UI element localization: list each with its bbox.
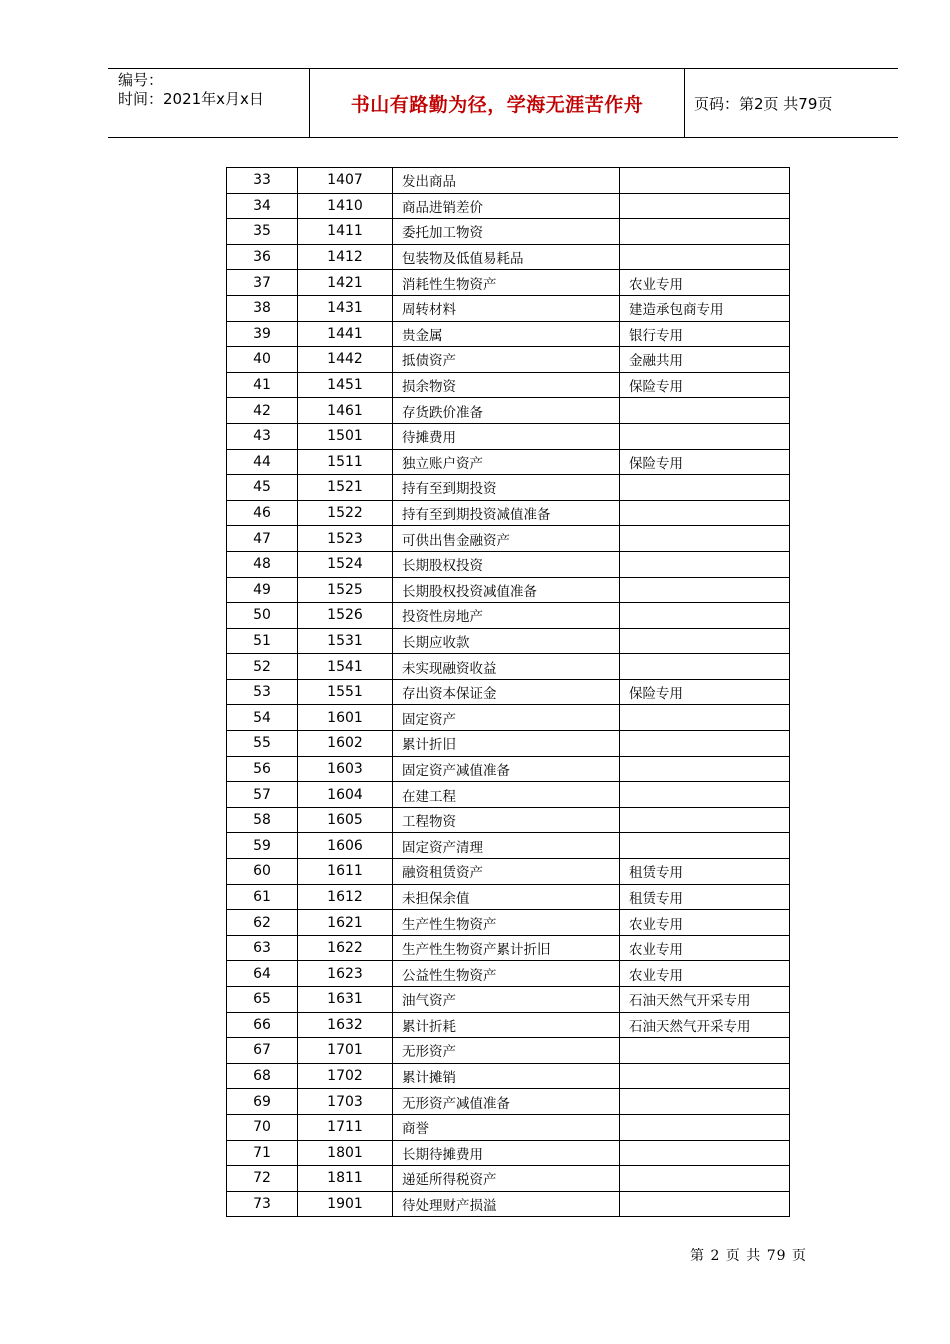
- account-code-cell: 1526: [298, 603, 393, 629]
- account-note-cell: [620, 1114, 790, 1140]
- account-note-cell: [620, 1038, 790, 1064]
- row-number-cell: 48: [227, 551, 298, 577]
- row-number-cell: 47: [227, 526, 298, 552]
- account-name-cell: 固定资产清理: [393, 833, 620, 859]
- table-row: [227, 705, 790, 731]
- account-code-cell: 1604: [298, 782, 393, 808]
- account-code-cell: 1702: [298, 1063, 393, 1089]
- table-row: [227, 1038, 790, 1064]
- row-number-cell: 73: [227, 1191, 298, 1217]
- table-row: [227, 628, 790, 654]
- account-note-cell: [620, 551, 790, 577]
- account-note-cell: [620, 807, 790, 833]
- account-name-cell: 油气资产: [393, 987, 620, 1013]
- account-code-cell: 1410: [298, 193, 393, 219]
- account-note-cell: [620, 244, 790, 270]
- account-code-cell: 1407: [298, 168, 393, 194]
- account-note-cell: 租赁专用: [620, 884, 790, 910]
- table-row: [227, 475, 790, 501]
- account-code-cell: 1631: [298, 987, 393, 1013]
- table-row: [227, 884, 790, 910]
- account-note-cell: 保险专用: [620, 372, 790, 398]
- row-number-cell: 58: [227, 807, 298, 833]
- table-row: [227, 1063, 790, 1089]
- account-code-cell: 1451: [298, 372, 393, 398]
- table-row: [227, 859, 790, 885]
- table-row: [227, 1114, 790, 1140]
- table-row: [227, 756, 790, 782]
- row-number-cell: 51: [227, 628, 298, 654]
- row-number-cell: 60: [227, 859, 298, 885]
- row-number-cell: 55: [227, 731, 298, 757]
- account-note-cell: [620, 756, 790, 782]
- account-name-cell: 持有至到期投资: [393, 475, 620, 501]
- account-code-cell: 1441: [298, 321, 393, 347]
- row-number-cell: 62: [227, 910, 298, 936]
- account-note-cell: [620, 1191, 790, 1217]
- header-motto: 书山有路勤为径，学海无涯苦作舟: [350, 93, 644, 116]
- account-code-cell: 1611: [298, 859, 393, 885]
- account-name-cell: 未担保余值: [393, 884, 620, 910]
- table-row: [227, 654, 790, 680]
- account-name-cell: 生产性生物资产累计折旧: [393, 935, 620, 961]
- account-code-cell: 1523: [298, 526, 393, 552]
- row-number-cell: 39: [227, 321, 298, 347]
- table-row: [227, 961, 790, 987]
- document-date-label: 时间：2021年x月x日: [118, 90, 264, 108]
- table-row: [227, 782, 790, 808]
- table-row: [227, 449, 790, 475]
- row-number-cell: 56: [227, 756, 298, 782]
- account-note-cell: 农业专用: [620, 961, 790, 987]
- account-note-cell: [620, 193, 790, 219]
- document-number-label: 编号：: [118, 71, 164, 89]
- account-name-cell: 累计折旧: [393, 731, 620, 757]
- table-row: [227, 910, 790, 936]
- account-name-cell: 公益性生物资产: [393, 961, 620, 987]
- account-name-cell: 投资性房地产: [393, 603, 620, 629]
- account-code-cell: 1522: [298, 500, 393, 526]
- account-name-cell: 委托加工物资: [393, 219, 620, 245]
- page-footer: 第 2 页 共 79 页: [690, 1248, 807, 1264]
- account-code-cell: 1501: [298, 423, 393, 449]
- account-note-cell: [620, 705, 790, 731]
- account-code-cell: 1461: [298, 398, 393, 424]
- account-note-cell: [620, 577, 790, 603]
- account-note-cell: [620, 219, 790, 245]
- row-number-cell: 38: [227, 295, 298, 321]
- row-number-cell: 41: [227, 372, 298, 398]
- table-row: [227, 321, 790, 347]
- page-header: [108, 68, 898, 138]
- account-name-cell: 固定资产: [393, 705, 620, 731]
- table-row: [227, 807, 790, 833]
- account-note-cell: 租赁专用: [620, 859, 790, 885]
- row-number-cell: 46: [227, 500, 298, 526]
- row-number-cell: 64: [227, 961, 298, 987]
- account-code-cell: 1623: [298, 961, 393, 987]
- row-number-cell: 67: [227, 1038, 298, 1064]
- table-row: [227, 193, 790, 219]
- account-name-cell: 存货跌价准备: [393, 398, 620, 424]
- account-name-cell: 生产性生物资产: [393, 910, 620, 936]
- account-name-cell: 未实现融资收益: [393, 654, 620, 680]
- row-number-cell: 54: [227, 705, 298, 731]
- account-name-cell: 长期股权投资: [393, 551, 620, 577]
- account-name-cell: 可供出售金融资产: [393, 526, 620, 552]
- row-number-cell: 63: [227, 935, 298, 961]
- row-number-cell: 70: [227, 1114, 298, 1140]
- account-code-cell: 1525: [298, 577, 393, 603]
- account-note-cell: 石油天然气开采专用: [620, 1012, 790, 1038]
- account-note-cell: [620, 423, 790, 449]
- account-name-cell: 损余物资: [393, 372, 620, 398]
- table-row: [227, 833, 790, 859]
- account-note-cell: [620, 1166, 790, 1192]
- account-code-cell: 1541: [298, 654, 393, 680]
- table-row: [227, 603, 790, 629]
- row-number-cell: 52: [227, 654, 298, 680]
- account-note-cell: 农业专用: [620, 935, 790, 961]
- table-row: [227, 423, 790, 449]
- table-row: [227, 347, 790, 373]
- table-row: [227, 731, 790, 757]
- account-note-cell: 金融共用: [620, 347, 790, 373]
- table-row: [227, 219, 790, 245]
- account-code-cell: 1711: [298, 1114, 393, 1140]
- account-table-body: [227, 168, 790, 1217]
- account-table: [226, 167, 790, 1217]
- account-name-cell: 长期股权投资减值准备: [393, 577, 620, 603]
- account-code-cell: 1632: [298, 1012, 393, 1038]
- table-row: [227, 577, 790, 603]
- account-note-cell: 保险专用: [620, 679, 790, 705]
- account-name-cell: 递延所得税资产: [393, 1166, 620, 1192]
- account-note-cell: [620, 603, 790, 629]
- row-number-cell: 53: [227, 679, 298, 705]
- account-name-cell: 长期应收款: [393, 628, 620, 654]
- account-note-cell: [620, 1140, 790, 1166]
- account-name-cell: 在建工程: [393, 782, 620, 808]
- account-code-cell: 1602: [298, 731, 393, 757]
- account-name-cell: 贵金属: [393, 321, 620, 347]
- account-code-cell: 1606: [298, 833, 393, 859]
- account-code-cell: 1511: [298, 449, 393, 475]
- row-number-cell: 40: [227, 347, 298, 373]
- account-note-cell: [620, 398, 790, 424]
- account-note-cell: [620, 731, 790, 757]
- row-number-cell: 50: [227, 603, 298, 629]
- header-page-info: 页码：第2页 共79页: [694, 94, 833, 113]
- account-note-cell: [620, 168, 790, 194]
- account-name-cell: 周转材料: [393, 295, 620, 321]
- row-number-cell: 72: [227, 1166, 298, 1192]
- header-meta: [118, 71, 308, 109]
- row-number-cell: 65: [227, 987, 298, 1013]
- account-code-cell: 1412: [298, 244, 393, 270]
- account-name-cell: 包装物及低值易耗品: [393, 244, 620, 270]
- account-note-cell: 农业专用: [620, 910, 790, 936]
- account-note-cell: 农业专用: [620, 270, 790, 296]
- account-code-cell: 1612: [298, 884, 393, 910]
- account-name-cell: 待处理财产损溢: [393, 1191, 620, 1217]
- account-note-cell: [620, 782, 790, 808]
- account-name-cell: 抵债资产: [393, 347, 620, 373]
- account-name-cell: 无形资产: [393, 1038, 620, 1064]
- account-note-cell: 建造承包商专用: [620, 295, 790, 321]
- account-name-cell: 累计摊销: [393, 1063, 620, 1089]
- table-row: [227, 526, 790, 552]
- table-row: [227, 1089, 790, 1115]
- account-code-cell: 1621: [298, 910, 393, 936]
- account-code-cell: 1411: [298, 219, 393, 245]
- account-code-cell: 1605: [298, 807, 393, 833]
- table-row: [227, 398, 790, 424]
- table-row: [227, 372, 790, 398]
- account-name-cell: 消耗性生物资产: [393, 270, 620, 296]
- account-code-cell: 1531: [298, 628, 393, 654]
- account-note-cell: 银行专用: [620, 321, 790, 347]
- account-note-cell: [620, 833, 790, 859]
- account-name-cell: 无形资产减值准备: [393, 1089, 620, 1115]
- account-code-cell: 1601: [298, 705, 393, 731]
- row-number-cell: 66: [227, 1012, 298, 1038]
- row-number-cell: 35: [227, 219, 298, 245]
- account-note-cell: 石油天然气开采专用: [620, 987, 790, 1013]
- account-name-cell: 待摊费用: [393, 423, 620, 449]
- table-row: [227, 168, 790, 194]
- row-number-cell: 36: [227, 244, 298, 270]
- account-note-cell: [620, 500, 790, 526]
- account-code-cell: 1801: [298, 1140, 393, 1166]
- table-row: [227, 1140, 790, 1166]
- account-name-cell: 长期待摊费用: [393, 1140, 620, 1166]
- table-row: [227, 270, 790, 296]
- table-row: [227, 935, 790, 961]
- account-note-cell: [620, 628, 790, 654]
- account-code-cell: 1811: [298, 1166, 393, 1192]
- row-number-cell: 45: [227, 475, 298, 501]
- table-row: [227, 987, 790, 1013]
- account-note-cell: 保险专用: [620, 449, 790, 475]
- row-number-cell: 69: [227, 1089, 298, 1115]
- row-number-cell: 37: [227, 270, 298, 296]
- row-number-cell: 42: [227, 398, 298, 424]
- table-row: [227, 1191, 790, 1217]
- row-number-cell: 43: [227, 423, 298, 449]
- table-row: [227, 295, 790, 321]
- row-number-cell: 61: [227, 884, 298, 910]
- account-name-cell: 累计折耗: [393, 1012, 620, 1038]
- row-number-cell: 68: [227, 1063, 298, 1089]
- account-name-cell: 独立账户资产: [393, 449, 620, 475]
- row-number-cell: 44: [227, 449, 298, 475]
- account-name-cell: 商誉: [393, 1114, 620, 1140]
- account-name-cell: 发出商品: [393, 168, 620, 194]
- account-note-cell: [620, 475, 790, 501]
- account-code-cell: 1901: [298, 1191, 393, 1217]
- account-name-cell: 融资租赁资产: [393, 859, 620, 885]
- table-row: [227, 679, 790, 705]
- row-number-cell: 71: [227, 1140, 298, 1166]
- account-code-cell: 1703: [298, 1089, 393, 1115]
- account-name-cell: 持有至到期投资减值准备: [393, 500, 620, 526]
- account-note-cell: [620, 526, 790, 552]
- account-name-cell: 存出资本保证金: [393, 679, 620, 705]
- account-code-cell: 1701: [298, 1038, 393, 1064]
- account-code-cell: 1622: [298, 935, 393, 961]
- table-row: [227, 1166, 790, 1192]
- account-name-cell: 工程物资: [393, 807, 620, 833]
- account-code-cell: 1551: [298, 679, 393, 705]
- row-number-cell: 57: [227, 782, 298, 808]
- account-code-cell: 1421: [298, 270, 393, 296]
- account-note-cell: [620, 1063, 790, 1089]
- account-code-cell: 1442: [298, 347, 393, 373]
- account-note-cell: [620, 654, 790, 680]
- account-code-cell: 1431: [298, 295, 393, 321]
- row-number-cell: 59: [227, 833, 298, 859]
- row-number-cell: 33: [227, 168, 298, 194]
- account-code-cell: 1603: [298, 756, 393, 782]
- account-code-cell: 1521: [298, 475, 393, 501]
- account-code-cell: 1524: [298, 551, 393, 577]
- account-name-cell: 固定资产减值准备: [393, 756, 620, 782]
- header-divider: [684, 69, 685, 137]
- account-note-cell: [620, 1089, 790, 1115]
- account-name-cell: 商品进销差价: [393, 193, 620, 219]
- row-number-cell: 34: [227, 193, 298, 219]
- table-row: [227, 244, 790, 270]
- row-number-cell: 49: [227, 577, 298, 603]
- table-row: [227, 551, 790, 577]
- table-row: [227, 500, 790, 526]
- table-row: [227, 1012, 790, 1038]
